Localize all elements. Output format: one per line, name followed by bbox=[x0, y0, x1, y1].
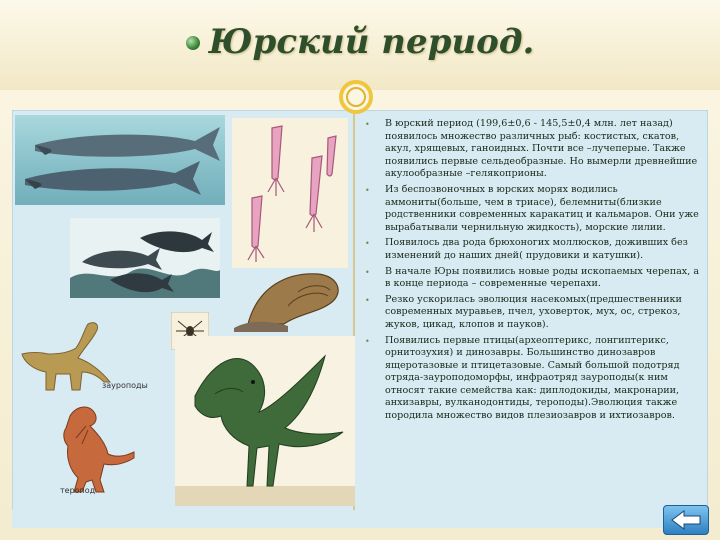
bullet-list bbox=[363, 118, 703, 423]
ichthyosaur-illustration bbox=[70, 218, 220, 298]
snail-illustration bbox=[228, 266, 348, 334]
fish-illustration bbox=[15, 115, 225, 205]
list-item-text: В начале Юры появились новые роды ископаемых черепах, а в конце периода – современные черепахи. bbox=[385, 265, 700, 290]
list-item-text: Появились первые птицы(археоптерикс, лонгиптерикс, орнитозухия) и динозавры. Большинство динозавров ящеротазовые и птицетазовые. Самый большой подотряд отряда-зауроподоморфы, инфраотряд зауроподы(к ним относят такие семейства как: диплодокиды, макронарии, анхизавры, вулканодонтиды, тероподы).Эволюция также породила множество видов плезиозавров и ихтиозавров. bbox=[385, 334, 680, 422]
list-item bbox=[363, 184, 703, 234]
back-arrow-icon bbox=[664, 506, 708, 534]
small-dot-icon: • bbox=[365, 295, 370, 305]
list-item bbox=[363, 335, 703, 423]
back-button[interactable] bbox=[663, 505, 709, 535]
sauropod-caption: зауроподы bbox=[102, 381, 148, 390]
bullet-text-area bbox=[363, 118, 703, 426]
small-dot-icon: • bbox=[365, 120, 370, 129]
slide-title bbox=[0, 22, 720, 62]
small-dot-icon: • bbox=[365, 267, 370, 277]
list-item bbox=[363, 294, 703, 332]
list-item-text: Появилось два рода брюхоногих моллюсков, доживших без изменений до наших дней( прудовики и катушки). bbox=[385, 237, 688, 261]
archaeopteryx-illustration bbox=[175, 336, 355, 506]
green-sphere-icon bbox=[186, 36, 200, 50]
bottom-strip bbox=[12, 510, 706, 528]
list-item bbox=[363, 237, 703, 262]
list-item-text: В юрский период (199,6±0,6 - 145,5±0,4 млн. лет назад) появилось множество различных рыб: костистых, скатов, акул, хрящевых, ганоидных. Почти все –лучеперые. Также появились первые сельдеобразные. Но вымерли древнейшие акулообразные –гелякоприоны. bbox=[385, 118, 698, 180]
list-item bbox=[363, 118, 703, 181]
theropod-caption: теропод bbox=[60, 486, 96, 495]
belemnite-illustration bbox=[232, 118, 348, 268]
ring-ornament-inner bbox=[346, 87, 366, 107]
list-item-text: Из беспозвоночных в юрских морях водились аммониты(больше, чем в триасе), белемниты(близкие родственники современных каракатиц и кальмаров. Они уже вырабатывали чернильную жидкость), морские лилии. bbox=[385, 183, 699, 233]
theropod-illustration bbox=[42, 396, 138, 496]
list-item bbox=[363, 266, 703, 291]
list-item-text: Резко ускорилась эволюция насекомых(предшественники современных муравьев, пчел, уховерток, мух, ос, стрекоз, жуков, цикад, клопов и пауков). bbox=[385, 293, 682, 330]
slide-title-text: Юрский период. bbox=[208, 22, 535, 62]
small-dot-icon: • bbox=[365, 336, 370, 346]
small-dot-icon: • bbox=[365, 239, 370, 249]
small-dot-icon: • bbox=[365, 185, 370, 195]
